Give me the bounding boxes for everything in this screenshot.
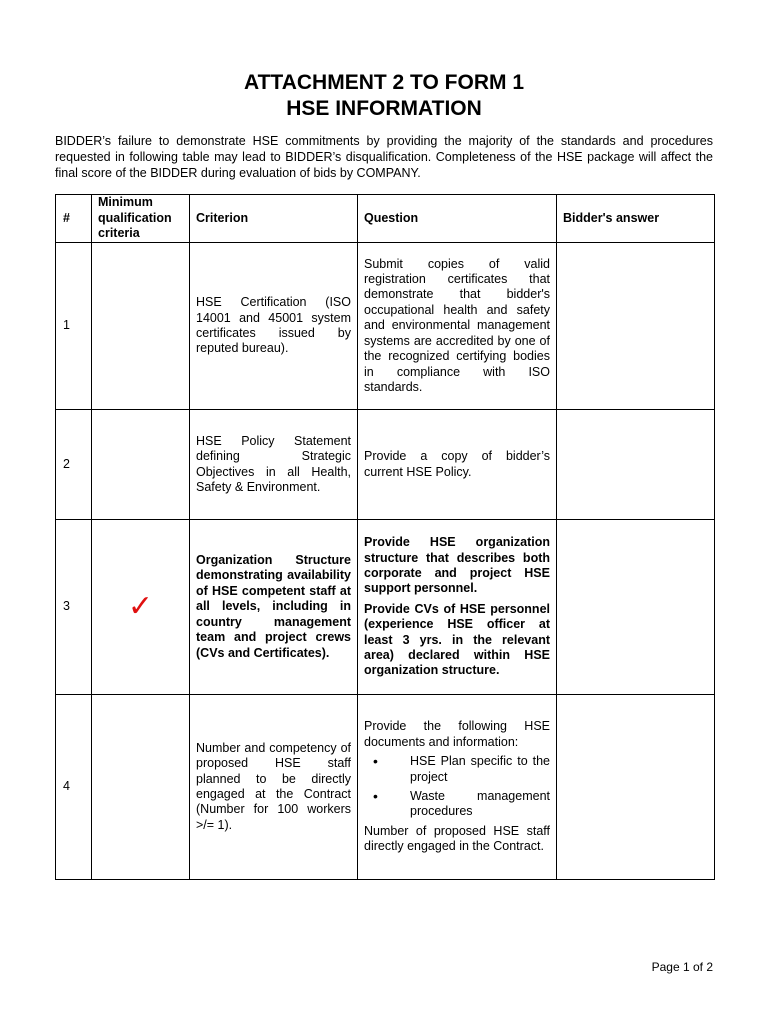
table-row-3 [56, 520, 715, 695]
list-item: • HSE Plan specific to the project [410, 754, 550, 785]
min-criteria-cell [92, 520, 190, 695]
header-minimum-criteria: Minimum qualification criteria [92, 195, 190, 243]
header-criterion: Criterion [190, 195, 358, 243]
question-intro: Provide the following HSE documents and information: [364, 719, 550, 749]
question-cell [358, 520, 557, 695]
question-cell: Submit copies of valid registration certificates that demonstrate that bidder's occupational health and safety and environmental management systems are accredited by one of the recognized certifying bodies in compliance with ISO standards. [358, 243, 557, 410]
header-num: # [56, 195, 92, 243]
min-criteria-cell [92, 695, 190, 880]
bidders-answer-cell[interactable] [557, 243, 715, 410]
criterion-cell: Organization Structure demonstrating availability of HSE competent staff at all levels, including in country management team and project crews (CVs and Certificates). [190, 520, 358, 695]
table-row-1 [56, 243, 715, 410]
hse-table [55, 194, 715, 880]
table-row-2 [56, 410, 715, 520]
question-bullet-list [364, 754, 550, 820]
bidders-answer-cell[interactable] [557, 520, 715, 695]
question-paragraph: Provide CVs of HSE personnel (experience HSE officer at least 3 yrs. in the relevant area) declared within HSE organization structure. [364, 601, 550, 678]
row-number: 2 [56, 410, 92, 520]
criterion-cell: HSE Policy Statement defining Strategic Objectives in all Health, Safety & Environment. [190, 410, 358, 520]
checkmark-icon: ✓ [127, 590, 154, 624]
list-item: • Waste management procedures [410, 789, 550, 820]
page-number: Page 1 of 2 [651, 960, 713, 974]
intro-paragraph: BIDDER’s failure to demonstrate HSE commitments by providing the majority of the standards and procedures requested in following table may lead to BIDDER’s disqualification. Completeness of the HSE package will affect the final score of the BIDDER during evaluation of bids by COMPANY. [55, 134, 713, 180]
row-number: 1 [56, 243, 92, 410]
question-cell [358, 695, 557, 880]
min-criteria-cell [92, 243, 190, 410]
bidders-answer-cell[interactable] [557, 410, 715, 520]
header-question: Question [358, 195, 557, 243]
criterion-cell: HSE Certification (ISO 14001 and 45001 system certificates issued by reputed bureau). [190, 243, 358, 410]
min-criteria-cell [92, 410, 190, 520]
row-number: 3 [56, 520, 92, 695]
criterion-cell: Number and competency of proposed HSE staff planned to be directly engaged at the Contract (Number for 100 workers >/= 1). [190, 695, 358, 880]
bidders-answer-cell[interactable] [557, 695, 715, 880]
row-number: 4 [56, 695, 92, 880]
table-header-row [56, 195, 715, 243]
title-line-2: HSE INFORMATION [286, 97, 482, 120]
question-paragraph: Provide HSE organization structure that describes both corporate and project HSE support personnel. [364, 535, 550, 596]
question-cell: Provide a copy of bidder’s current HSE Policy. [358, 410, 557, 520]
question-outro: Number of proposed HSE staff directly engaged in the Contract. [364, 823, 550, 854]
title-line-1: ATTACHMENT 2 TO FORM 1 [244, 71, 524, 94]
header-bidders-answer: Bidder's answer [557, 195, 715, 243]
table-row-4 [56, 695, 715, 880]
